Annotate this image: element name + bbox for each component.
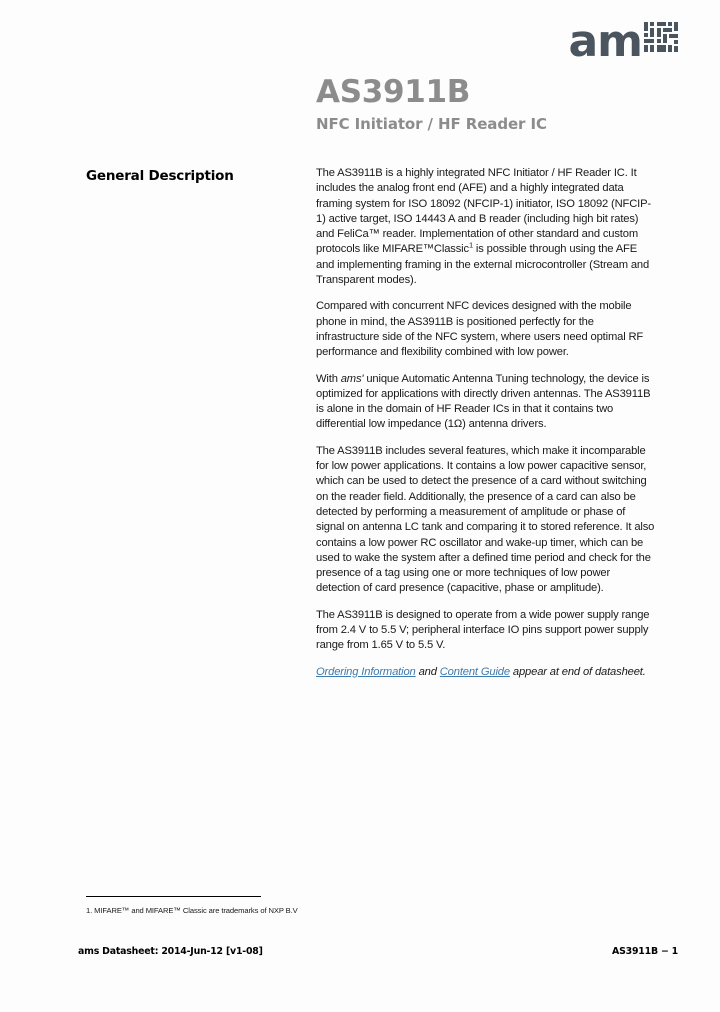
footer-page-number: AS3911B − 1 [612, 946, 678, 957]
paragraph-1-part-b: is possible through using the AFE and implementing framing in the external microcontroller (Stream and Transparent modes). [316, 243, 650, 287]
paragraph-1-part-a: The AS3911B is a highly integrated NFC Initiator / HF Reader IC. It includes the analog front end (AFE) and a highly integrated data framing system for ISO 18092 (NFCIP-1) initiator, ISO 18092 (NFCIP-1) active target, ISO 14443 A and B reader (including high bit rates) and FeliCa™ reader. Implementation of other standard and custom protocols like MIFARE™Classic [316, 167, 652, 256]
ams-italic-mention: ams' [340, 372, 364, 385]
page-title: AS3911B [316, 74, 471, 110]
section-heading-general-description: General Description [86, 168, 234, 184]
footnote-divider [86, 896, 261, 897]
paragraph-3-part-b: unique Automatic Antenna Tuning technology, the device is optimized for applications with directly driven antennas. The AS3911B is alone in the domain of HF Reader ICs in that it contains two differential low impedance (1Ω) antenna drivers. [316, 372, 651, 431]
paragraph-3 [316, 372, 656, 433]
paragraph-2: Compared with concurrent NFC devices designed with the mobile phone in mind, the AS3911B is positioned perfectly for the infrastructure side of the NFC system, where users need optimal RF performance and flexibility combined with low power. [316, 300, 644, 359]
footnote-1: 1. MIFARE™ and MIFARE™ Classic are trademarks of NXP B.V [86, 906, 298, 915]
general-description-body [316, 166, 656, 691]
paragraph-3-part-a: With [316, 372, 341, 385]
ams-logo [568, 15, 678, 67]
paragraph-6-cross-references [316, 665, 656, 680]
paragraph-5: The AS3911B is designed to operate from a wide power supply range from 2.4 V to 5.5 V; peripheral interface IO pins support power supply range from 1.65 V to 5.5 V. [316, 608, 650, 652]
footer-datasheet-version: ams Datasheet: 2014-Jun-12 [v1-08] [78, 946, 263, 957]
paragraph-4: The AS3911B includes several features, which make it incomparable for low power applications. It contains a low power capacitive sensor, which can be used to detect the presence of a card without switching on the reader field. Additionally, the presence of a card can also be detected by performing a measurement of amplitude or phase of signal on antenna LC tank and comparing it to stored reference. It also contains a low power RC oscillator and wake-up timer, which can be used to wake the system after a defined time period and check for the presence of a tag using one or more techniques of low power detection of card presence (capacitive, phase or amplitude). [316, 444, 655, 595]
paragraph-6-conjunction: and [415, 665, 440, 678]
page-subtitle: NFC Initiator / HF Reader IC [316, 114, 547, 133]
logo-s-mark [644, 22, 678, 57]
link-ordering-information[interactable]: Ordering Information [316, 665, 416, 678]
link-content-guide[interactable]: Content Guide [439, 665, 510, 678]
paragraph-1 [316, 166, 656, 288]
logo-wordmark: am [568, 15, 642, 67]
page-footer [78, 946, 678, 957]
footnote-marker-1: 1 [468, 240, 473, 250]
title-block [316, 76, 666, 133]
paragraph-6-tail: appear at end of datasheet. [509, 665, 646, 678]
